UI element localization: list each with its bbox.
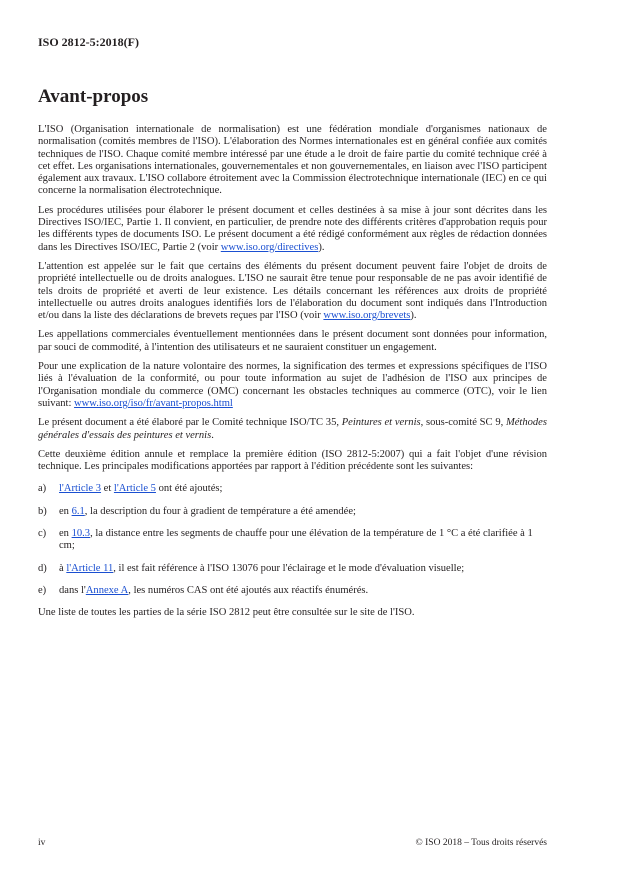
foreword-body xyxy=(38,124,547,627)
list-item-label: a) xyxy=(38,483,47,495)
text-run: Pour une explication de la nature volontaire des normes, la signification des termes et expressions spécifiques de l'ISO liés à l'évaluation de la conformité, ou pour toute information au sujet de l'adhésion de l'ISO aux principes de l'Organisation mondiale du commerce (OMC) concernant les obstacles techniques au commerce (OTC), voir le lien suivant: xyxy=(38,361,547,409)
paragraph xyxy=(38,124,547,198)
text-run: dans l' xyxy=(59,584,86,596)
hyperlink[interactable]: www.iso.org/iso/fr/avant-propos.html xyxy=(74,397,233,409)
text-run: , la description du four à gradient de température a été amendée; xyxy=(84,505,356,517)
text-run: , la distance entre les segments de chauffe pour une élévation de la température de 1 °C a été clarifiée à 1 cm; xyxy=(59,528,533,552)
text-run: en xyxy=(59,505,72,517)
italic-text: Méthodes générales d'essais des peintures et vernis xyxy=(38,417,547,441)
hyperlink[interactable]: www.iso.org/brevets xyxy=(323,310,411,322)
list-item-label: e) xyxy=(38,584,47,596)
text-run: Le présent document a été élaboré par le Comité technique ISO/TC 35, xyxy=(38,417,342,429)
text-run: , sous-comité SC 9, xyxy=(420,417,506,429)
paragraph xyxy=(38,205,547,254)
italic-text: Peintures et vernis xyxy=(341,417,421,429)
hyperlink[interactable]: Annexe A xyxy=(85,584,129,596)
closing-paragraph: Une liste de toutes les parties de la série ISO 2812 peut être consultée sur le site de l'ISO. xyxy=(38,607,415,619)
hyperlink[interactable]: l'Article 3 xyxy=(59,483,102,495)
list-item xyxy=(38,528,547,553)
list-item xyxy=(38,483,547,495)
text-run: ont été ajoutés; xyxy=(155,483,223,495)
text-run: à xyxy=(59,562,67,574)
copyright-notice: © ISO 2018 – Tous droits réservés xyxy=(415,838,547,848)
list-item-label: d) xyxy=(38,562,47,574)
document-id-header: ISO 2812-5:2018(F) xyxy=(38,35,139,49)
hyperlink[interactable]: 10.3 xyxy=(71,528,91,540)
paragraph xyxy=(38,261,547,322)
text-run: Cette deuxième édition annule et remplace la première édition (ISO 2812-5:2007) qui a fait l'objet d'une révision technique. Les principales modifications apportées par rapport à l'édition précédente sont les suivantes: xyxy=(38,448,547,473)
page-title: Avant-propos xyxy=(38,86,149,107)
text-run: , les numéros CAS ont été ajoutés aux réactifs énumérés. xyxy=(128,584,369,596)
paragraphs xyxy=(38,124,547,473)
paragraph xyxy=(38,449,547,474)
text-run: Les appellations commerciales éventuellement mentionnées dans le présent document sont données pour information, par souci de commodité, à l'intention des utilisateurs et ne sauraient constituer un engagement. xyxy=(38,329,547,353)
modifications-list xyxy=(38,483,547,597)
hyperlink[interactable]: l'Article 5 xyxy=(113,483,156,495)
hyperlink[interactable]: l'Article 11 xyxy=(66,562,114,574)
text-run: et xyxy=(101,483,114,495)
list-item xyxy=(38,585,547,597)
page-number: iv xyxy=(38,838,46,848)
list-item-label: c) xyxy=(38,528,47,540)
list-item xyxy=(38,506,547,518)
paragraph xyxy=(38,417,547,442)
text-run: L'ISO (Organisation internationale de normalisation) est une fédération mondiale d'organismes nationaux de normalisation (comités membres de l'ISO). L'élaboration des Normes internationales est en général confiée aux comités techniques de l'ISO. Chaque comité membre intéressé par une étude a le droit de faire partie du comité technique créé à cet effet. Les organisations internationales, gouvernementales et non gouvernementales, en liaison avec l'ISO participent également aux travaux. L'ISO collabore étroitement avec la Commission électrotechnique internationale (IEC) en ce qui concerne la normalisation électrotechnique. xyxy=(38,124,547,197)
text-run: Les procédures utilisées pour élaborer le présent document et celles destinées à sa mise à jour sont décrites dans les Directives ISO/IEC, Partie 1. Il convient, en particulier, de prendre note des différents critères d'approbation requis pour les différents types de documents ISO. Le présent document a été rédigé conformément aux règles de rédaction données dans les Directives ISO/IEC, Partie 2 (voir xyxy=(38,204,547,253)
paragraph xyxy=(38,329,547,354)
list-item xyxy=(38,563,547,575)
text-run: L'attention est appelée sur le fait que certains des éléments du présent document peuvent faire l'objet de droits de propriété intellectuelle ou de droits analogues. L'ISO ne saurait être tenue pour responsable de ne pas avoir identifié de tels droits de propriété et averti de leur existence. Les détails concernant les références aux droits de propriété intellectuelle ou autres droits analogues identifiés lors de l'élaboration du document sont indiqués dans l'Introduction et/ou dans la liste des déclarations de brevets reçues par l'ISO (voir xyxy=(38,260,547,322)
hyperlink[interactable]: 6.1 xyxy=(71,505,85,517)
list-item-label: b) xyxy=(38,505,47,517)
hyperlink[interactable]: www.iso.org/directives xyxy=(220,241,319,253)
text-run: . xyxy=(211,429,214,441)
text-run: ). xyxy=(318,241,325,253)
text-run: , il est fait référence à l'ISO 13076 pour l'éclairage et le mode d'évaluation visuelle; xyxy=(113,562,465,574)
text-run: ). xyxy=(410,310,417,322)
paragraph xyxy=(38,361,547,410)
text-run: en xyxy=(59,528,72,540)
